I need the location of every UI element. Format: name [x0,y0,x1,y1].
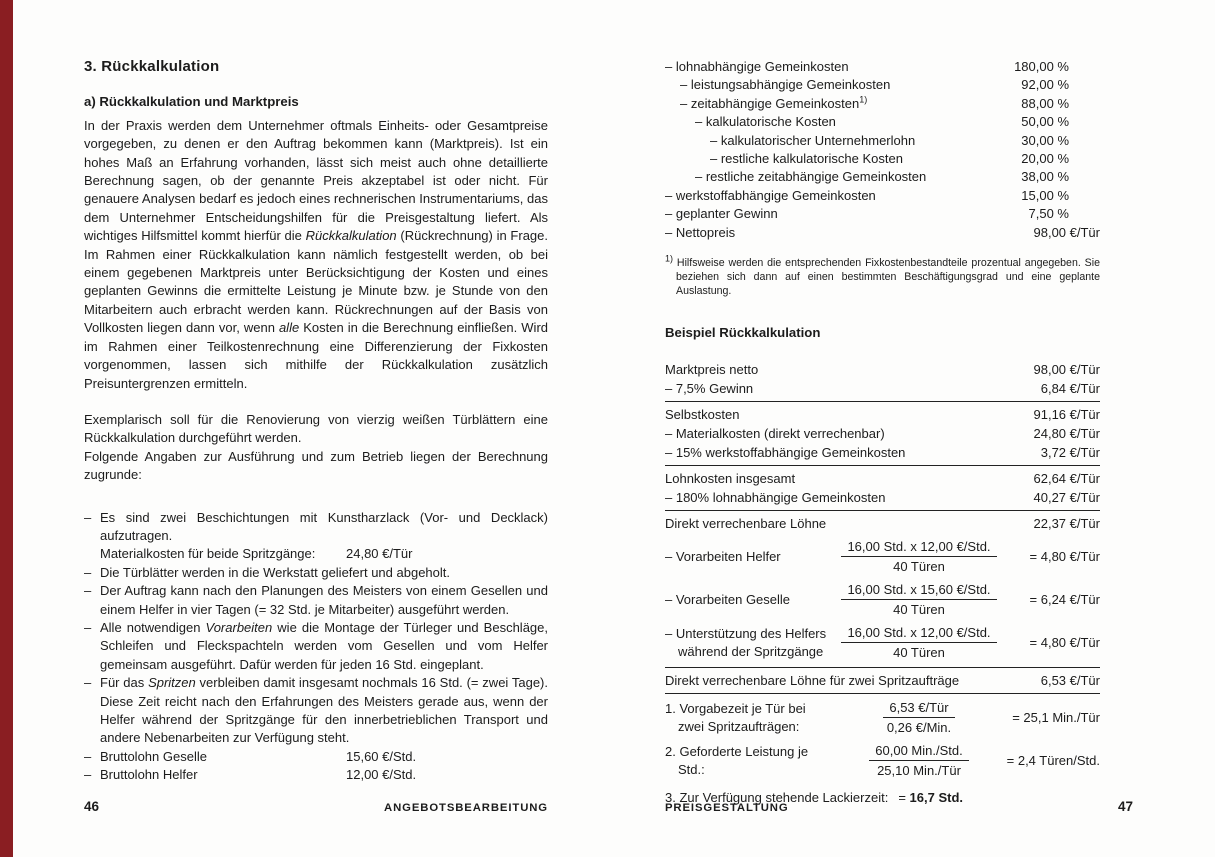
calc-result: = 4,80 €/Tür [1029,635,1100,651]
overhead-item [665,113,1100,131]
calc-row [665,671,1100,690]
running-header-left: ANGEBOTSBEARBEITUNG [384,802,548,814]
overhead-label: – lohnabhängige Gemeinkosten [665,59,849,74]
paragraph-intro: In der Praxis werden dem Unternehmer oftmals Einheits- oder Gesamtpreise vorgegeben, zu denen er den Auftrag bekommen kann (Marktpreis). Ist ein hohes Maß an Erfahrung vorhanden, lässt sich meist auch ohne detaillierte Berechnung sagen, ob der genannte Preis akzeptabel ist oder nicht. Für genauere Analysen bedarf es jedoch eines rechnerischen Instrumentariums, das dem Unternehmer Entscheidungshilfen für die Preisgestaltung liefert. Als wichtiges Hilfsmittel kommt hierfür die Rückkalkulation (Rückrechnung) in Frage. Im Rahmen einer Rückkalkulation kann nämlich festgestellt werden, ob bei einem gegebenen Marktpreis unter Berücksichtigung der Kosten und eines geplanten Gewinns die ermittelte Leistung je Minute bzw. je Stunde von den Mitarbeitern auch erbracht werden kann. Rückrechnungen auf der Basis von Vollkosten liegen dann vor, wenn alle Kosten in die Berechnung einfließen. Wird im Rahmen einer Teilkostenrechnung eine Differenzierung der Fixkosten vorgenommen, lassen sich mithilfe der Rückkalkulation zusätzlich Preisuntergrenzen ermitteln. [84,117,548,391]
page-right [665,58,1100,807]
calc-fraction-row [665,742,1100,780]
calc-label: Lohnkosten insgesamt [665,470,796,486]
overhead-label: – leistungsabhängige Gemeinkosten [680,77,891,93]
overhead-value: 38,00 % [1021,169,1069,185]
fraction [834,624,1004,662]
calc-label: Direkt verrechenbare Löhne [665,515,827,531]
footer-right [665,799,1133,814]
calc-label: 1. Vorgabezeit je Tür bei zwei Spritzaufträgen: [665,701,806,734]
dash-marker: – [84,509,92,525]
footnote [665,253,1100,298]
fraction-numerator: 16,00 Std. x 12,00 €/Std. [841,624,996,644]
spine-accent-bar [0,0,13,857]
overhead-rates-list [665,58,1100,242]
calc-row [665,488,1100,507]
calc-value: 24,80 €/Tür [1033,425,1100,441]
list-item [84,564,548,582]
calc-label: – Vorarbeiten Helfer [665,549,781,565]
fraction-numerator: 6,53 €/Tür [883,699,954,719]
calc-fraction-row [665,699,1100,737]
list-item-text: Bruttolohn Helfer 12,00 €/Std. [100,767,417,783]
calc-final-value: = 16,7 Std. [898,789,963,805]
fraction-denominator: 40 Türen [893,559,945,575]
list-item-value: 24,80 €/Tür [346,546,413,562]
fraction-denominator: 0,26 €/Min. [886,720,952,736]
overhead-value: 50,00 % [1021,114,1069,130]
overhead-item [665,132,1100,150]
calc-fraction-row [665,581,1100,619]
calc-row [665,379,1100,398]
calc-label: – Vorarbeiten Geselle [665,592,791,608]
calc-value: 3,72 €/Tür [1040,444,1100,460]
dash-marker: – [84,564,92,580]
calc-row [665,469,1100,488]
overhead-value: 7,50 % [1028,206,1069,222]
dash-marker: – [84,583,92,599]
overhead-item [665,150,1100,168]
dash-marker: – [84,748,92,764]
calc-result: = 6,24 €/Tür [1029,592,1100,608]
overhead-label: – restliche zeitabhängige Gemeinkosten [695,169,927,185]
calc-value: 6,53 €/Tür [1040,672,1100,688]
page-number-left: 46 [84,799,100,814]
calc-fraction-row [665,538,1100,576]
fraction-denominator: 25,10 Min./Tür [877,763,961,779]
calc-label: 2. Geforderte Leistung je Std.: [665,744,809,777]
overhead-label: – restliche kalkulatorische Kosten [710,151,903,167]
calc-value: 6,84 €/Tür [1040,380,1100,396]
subsection-heading: a) Rückkalkulation und Marktpreis [84,94,299,110]
list-item [84,674,548,748]
overhead-label: – kalkulatorischer Unternehmerlohn [710,132,916,148]
calc-result: = 2,4 Türen/Std. [1006,753,1100,769]
calc-label: – 15% werkstoffabhängige Gemeinkosten [665,444,906,460]
overhead-item [665,76,1100,94]
fraction-numerator: 60,00 Min./Std. [869,742,968,762]
overhead-value: 180,00 % [1014,59,1069,74]
footnote-marker: 1) [665,253,674,264]
list-item [84,748,548,766]
calc-label: Selbstkosten [665,406,740,422]
calc-row [665,424,1100,443]
fraction-denominator: 40 Türen [893,602,945,618]
example-heading: Beispiel Rückkalkulation [665,325,821,341]
overhead-item [665,205,1100,223]
list-item-text: Die Türblätter werden in die Werkstatt geliefert und abgeholt. [100,564,450,580]
calc-row [665,405,1100,424]
calc-row [665,514,1100,533]
overhead-label: – werkstoffabhängige Gemeinkosten [665,187,876,203]
overhead-value: 20,00 % [1021,151,1069,167]
table-rule [665,510,1100,511]
overhead-label: – geplanter Gewinn [665,206,778,222]
footer-left [84,799,548,814]
calc-value: 40,27 €/Tür [1033,489,1100,505]
list-item-text: Es sind zwei Beschichtungen mit Kunstharzlack (Vor- und Decklack) aufzutragen. Materialkosten für beide Spritzgänge: 24,80 €/Tür [100,509,548,564]
fraction [834,581,1004,619]
calc-value: 98,00 €/Tür [1033,361,1100,377]
list-item [84,766,548,784]
overhead-value: 15,00 % [1021,187,1069,203]
assumptions-list [84,509,548,785]
fraction [834,699,1004,737]
calc-label: – 180% lohnabhängige Gemeinkosten [665,489,886,505]
calc-row [665,443,1100,462]
calc-label: – 7,5% Gewinn [665,380,754,396]
dash-marker: – [84,767,92,783]
calc-label: Marktpreis netto [665,361,759,377]
list-item-text: Bruttolohn Geselle 15,60 €/Std. [100,748,417,764]
calc-label: – Unterstützung des Helfers während der Spritzgänge [665,626,827,659]
overhead-item [665,187,1100,205]
overhead-item [665,58,1100,76]
overhead-value: 88,00 % [1021,95,1069,111]
overhead-value: 92,00 % [1021,77,1069,93]
list-item-text: Der Auftrag kann nach den Planungen des Meisters von einem Gesellen und einem Helfer in vier Tagen (= 32 Std. je Mitarbeiter) ausgeführt werden. [100,583,548,617]
fraction [834,538,1004,576]
section-heading: 3. Rückkalkulation [84,58,220,75]
list-item-text: Alle notwendigen Vorarbeiten wie die Montage der Türleger und Beschläge, Schleifen und Fleckspachteln werden vom Gesellen und vom Helfer gemeinsam ausgeführt. Dafür werden für jeden 16 Std. eingeplant. [100,619,549,672]
list-item-value: 12,00 €/Std. [346,767,417,783]
calc-result: = 4,80 €/Tür [1029,549,1100,565]
overhead-item [665,168,1100,186]
list-item-value: 15,60 €/Std. [346,748,417,764]
overhead-label: – Nettopreis [665,224,736,240]
paragraph-example: Exemplarisch soll für die Renovierung von vierzig weißen Türblättern eine Rückkalkulation durchgeführt werden. [84,411,548,446]
table-rule [665,667,1100,668]
dash-marker: – [84,675,92,691]
calc-label: Direkt verrechenbare Löhne für zwei Spritzaufträge [665,672,960,688]
table-rule [665,465,1100,466]
overhead-value: 30,00 % [1021,132,1069,148]
overhead-value: 98,00 €/Tür [1033,224,1100,240]
page-number-right: 47 [1117,799,1133,814]
fraction-denominator: 40 Türen [893,645,945,661]
overhead-item [665,95,1100,113]
calc-value: 62,64 €/Tür [1033,470,1100,486]
dash-marker: – [84,619,92,635]
list-item [84,509,548,564]
calc-result: = 25,1 Min./Tür [1012,710,1100,726]
calc-row [665,360,1100,379]
calc-label: – Materialkosten (direkt verrechenbar) [665,425,885,441]
list-item [84,619,548,674]
overhead-label: – kalkulatorische Kosten [695,114,836,130]
running-header-right: PREISGESTALTUNG [665,802,789,814]
calc-value: 91,16 €/Tür [1033,406,1100,422]
list-item-subline: Materialkosten für beide Spritzgänge: 24,80 €/Tür [100,546,413,562]
calc-value: 22,37 €/Tür [1033,515,1100,531]
table-rule [665,401,1100,402]
calc-fraction-row [665,624,1100,662]
fraction-numerator: 16,00 Std. x 12,00 €/Std. [841,538,996,558]
page-left [84,58,548,785]
calc-label: 3. Zur Verfügung stehende Lackierzeit: [665,789,889,805]
paragraph-lead-in: Folgende Angaben zur Ausführung und zum Betrieb liegen der Berechnung zugrunde: [84,448,548,483]
overhead-item [665,224,1100,242]
footnote-text: Hilfsweise werden die entsprechenden Fixkostenbestandteile prozentual angegeben. Sie beziehen sich dann auf einen bestimmten Beschäftigungsgrad und eine geplante Auslastung. [676,257,1100,297]
list-item [84,582,548,619]
table-rule [665,693,1100,694]
fraction-numerator: 16,00 Std. x 15,60 €/Std. [841,581,996,601]
list-item-text: Für das Spritzen verbleiben damit insgesamt nochmals 16 Std. (= zwei Tage). Diese Zeit reicht nach den Erfahrungen des Meisters gerade aus, wenn der Helfer während der Spritzgänge für den innerbetrieblichen Transport und andere Nebenarbeiten zur Verfügung steht. [100,675,549,746]
recalculation-table [665,360,1100,807]
overhead-label: – zeitabhängige Gemeinkosten$^{1)}$ [680,94,868,111]
fraction [834,742,1004,780]
